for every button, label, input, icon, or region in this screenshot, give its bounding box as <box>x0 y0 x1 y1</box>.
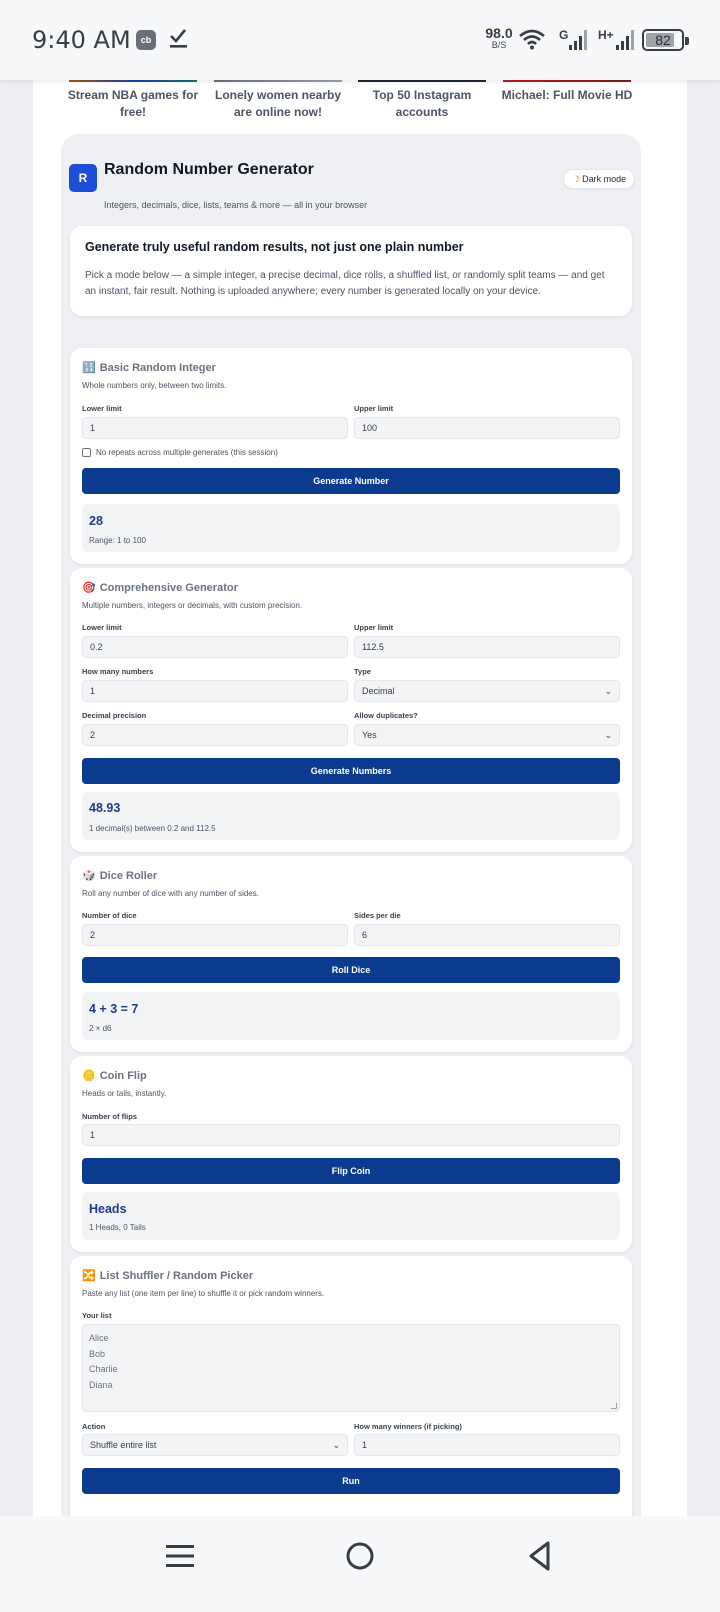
intro-body: Pick a mode below — a simple integer, a precise decimal, dice rolls, a shuffled list, or randomly split teams — and get an instant, fair result. Nothing is uploaded anywhere; every number is generated locally on your device. <box>85 270 605 297</box>
app-logo: R <box>69 164 97 192</box>
svg-text:G: G <box>559 28 569 42</box>
home-icon[interactable] <box>340 1536 380 1576</box>
ad-item[interactable]: Michael: Full Movie HD <box>499 80 635 104</box>
status-time: 9:40 AM <box>32 26 131 54</box>
dark-mode-toggle[interactable]: ☽ Dark mode <box>563 169 635 189</box>
lower-limit-label: Lower limit <box>82 404 122 413</box>
coin-result-value: Heads <box>89 1202 127 1216</box>
resize-handle[interactable] <box>611 1403 617 1409</box>
signal-2-icon <box>598 26 638 52</box>
shuffle-icon: 🔀 <box>82 1270 96 1282</box>
coin-card-subtitle: Heads or tails, instantly. <box>82 1089 167 1098</box>
lower-limit-input[interactable]: 1 <box>82 417 348 439</box>
dice-count-label: Number of dice <box>82 911 137 920</box>
list-label: Your list <box>82 1311 112 1320</box>
moon-icon: ☽ <box>572 173 581 184</box>
ad-row <box>33 80 687 132</box>
intro-heading: Generate truly useful random results, not just one plain number <box>85 240 464 254</box>
flips-input[interactable]: 1 <box>82 1124 620 1146</box>
back-icon[interactable] <box>520 1536 560 1576</box>
basic-card-title: 🔢 Basic Random Integer <box>82 361 216 374</box>
duplicates-select[interactable]: Yes ⌄ <box>354 724 620 746</box>
network-speed: 98.0 B/S <box>485 25 513 50</box>
duplicates-label: Allow duplicates? <box>354 711 418 720</box>
type-label: Type <box>354 667 371 676</box>
generate-numbers-button[interactable]: Generate Numbers <box>82 758 620 784</box>
coin-card-title: 🪙 Coin Flip <box>82 1069 147 1082</box>
dice-card-subtitle: Roll any number of dice with any number of sides. <box>82 889 259 898</box>
ad-item[interactable]: Lonely women nearby are online now! <box>210 80 346 121</box>
count-label: How many numbers <box>82 667 154 676</box>
run-button[interactable]: Run <box>82 1468 620 1494</box>
web-page <box>33 80 687 1516</box>
basic-result-note: Range: 1 to 100 <box>89 536 146 545</box>
ad-item[interactable]: Stream NBA games for free! <box>65 80 201 121</box>
roll-dice-button[interactable]: Roll Dice <box>82 957 620 983</box>
flips-label: Number of flips <box>82 1112 138 1121</box>
list-item: Diana <box>89 1379 113 1390</box>
wifi-icon <box>518 28 546 50</box>
comprehensive-card-title: 🎯 Comprehensive Generator <box>82 581 238 594</box>
intro-card <box>70 226 632 316</box>
comprehensive-result-value: 48.93 <box>89 801 121 815</box>
basic-result-box <box>82 504 620 552</box>
svg-text:H+: H+ <box>598 28 614 42</box>
upper-limit-label: Upper limit <box>354 623 394 632</box>
comprehensive-card-subtitle: Multiple numbers, integers or decimals, with custom precision. <box>82 601 303 610</box>
list-item: Bob <box>89 1348 106 1359</box>
chevron-down-icon: ⌄ <box>604 685 612 696</box>
comprehensive-result-box <box>82 792 620 840</box>
list-shuffler-card <box>70 1256 632 1516</box>
dice-card-title: 🎲 Dice Roller <box>82 869 158 882</box>
dice-sides-label: Sides per die <box>354 911 401 920</box>
upper-limit-label: Upper limit <box>354 404 394 413</box>
list-item: Charlie <box>89 1364 118 1374</box>
winners-label: How many winners (if picking) <box>354 1422 462 1431</box>
target-icon: 🎯 <box>82 582 96 594</box>
comprehensive-result-note: 1 decimal(s) between 0.2 and 112.5 <box>89 824 216 833</box>
numbers-icon: 🔢 <box>82 362 96 374</box>
coin-result-note: 1 Heads, 0 Tails <box>89 1223 146 1232</box>
comprehensive-card <box>70 568 632 852</box>
coin-flip-card <box>70 1056 632 1252</box>
app-subtitle: Integers, decimals, dice, lists, teams & more — all in your browser <box>104 200 368 210</box>
upper-limit-input[interactable]: 112.5 <box>354 636 620 658</box>
dice-roller-card <box>70 856 632 1052</box>
dice-count-input[interactable]: 2 <box>82 924 348 946</box>
type-select[interactable]: Decimal ⌄ <box>354 680 620 702</box>
basic-result-value: 28 <box>89 514 103 528</box>
upper-limit-input[interactable]: 100 <box>354 417 620 439</box>
battery-icon: 82 <box>642 29 684 51</box>
dice-result-box <box>82 992 620 1040</box>
coin-result-box <box>82 1192 620 1240</box>
app-title: Random Number Generator <box>104 161 314 178</box>
precision-label: Decimal precision <box>82 711 147 720</box>
action-select[interactable]: Shuffle entire list ⌄ <box>82 1434 348 1456</box>
app-notification-icon: cb <box>136 30 156 50</box>
basic-integer-card <box>70 348 632 564</box>
generate-number-button[interactable]: Generate Number <box>82 468 620 494</box>
ad-item[interactable]: Top 50 Instagram accounts <box>354 80 490 121</box>
lower-limit-input[interactable]: 0.2 <box>82 636 348 658</box>
checkmark-notification-icon <box>168 26 190 50</box>
list-item: Alice <box>89 1333 109 1343</box>
dice-result-value: 4 + 3 = 7 <box>89 1002 139 1016</box>
flip-coin-button[interactable]: Flip Coin <box>82 1158 620 1184</box>
status-bar <box>0 0 720 80</box>
winners-input[interactable]: 1 <box>354 1434 620 1456</box>
coin-icon: 🪙 <box>82 1070 96 1082</box>
basic-card-subtitle: Whole numbers only, between two limits. <box>82 381 227 390</box>
dice-icon: 🎲 <box>82 870 96 882</box>
generator-app <box>61 134 641 1516</box>
lower-limit-label: Lower limit <box>82 623 122 632</box>
shuffler-card-subtitle: Paste any list (one item per line) to shuffle it or pick random winners. <box>82 1289 325 1298</box>
dice-result-note: 2 × d6 <box>89 1024 112 1033</box>
chevron-down-icon: ⌄ <box>332 1439 340 1450</box>
action-label: Action <box>82 1422 106 1431</box>
no-repeats-checkbox[interactable]: No repeats across multiple generates (this session) <box>82 448 278 457</box>
list-textarea[interactable] <box>82 1324 620 1412</box>
menu-icon[interactable] <box>160 1536 200 1576</box>
dice-sides-input[interactable]: 6 <box>354 924 620 946</box>
precision-input[interactable]: 2 <box>82 724 348 746</box>
signal-1-icon <box>558 26 592 52</box>
navigation-bar <box>0 1516 720 1612</box>
chevron-down-icon: ⌄ <box>604 729 612 740</box>
count-input[interactable]: 1 <box>82 680 348 702</box>
shuffler-card-title: 🔀 List Shuffler / Random Picker <box>82 1269 254 1282</box>
